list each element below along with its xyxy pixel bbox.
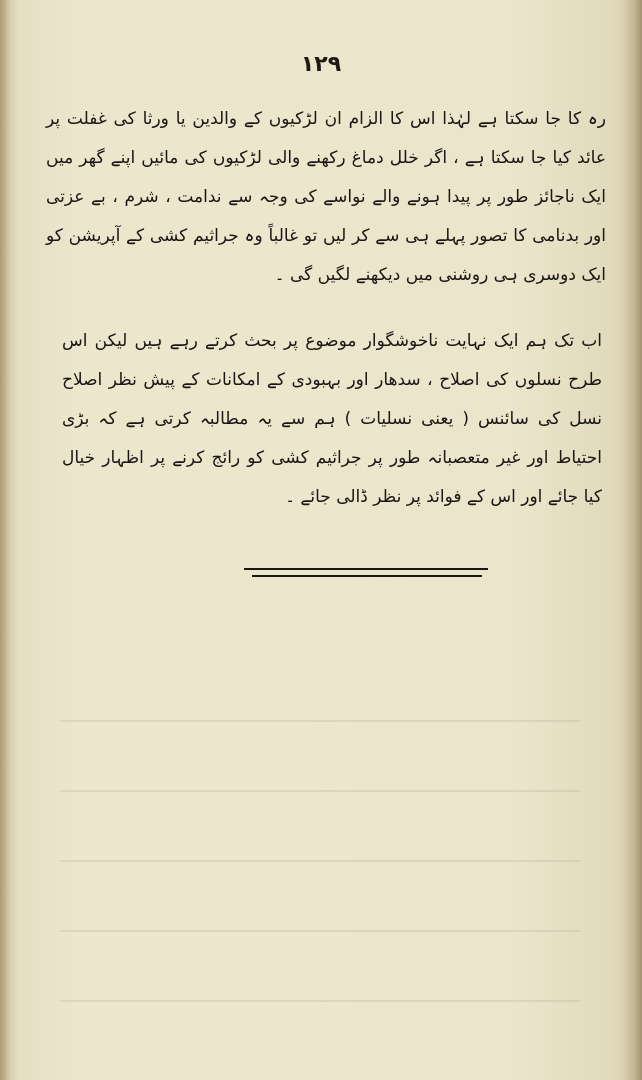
page-right-shadow <box>624 0 642 1080</box>
section-end-rule <box>244 568 488 570</box>
show-through-line <box>60 790 580 792</box>
page-number: ١٢٩ <box>300 52 342 77</box>
paragraph-2: اب تک ہم ایک نہایت ناخوشگوار موضوع پر بحث کرتے رہے ہیں لیکن اس طرح نسلوں کی اصلاح ، سدھار اور بہبودی کے امکانات کے پیش نظر اصلاح نسل کی سائنس ( یعنی نسلیات ) ہم سے یہ مطالبہ کرتی ہے کہ بڑی احتیاط اور غیر متعصبانہ طور پر جراثیم کشی کو رائج کرنے پر اظہار خیال کیا جائے اور اس کے فوائد پر نظر ڈالی جائے ۔ <box>62 331 602 507</box>
show-through-line <box>60 1000 580 1002</box>
paragraph-1: رہ کا جا سکتا ہے لہٰذا اس کا الزام ان لڑکیوں کے والدین یا ورثا کی غفلت پر عائد کیا جا سکتا ہے ، اگر خلل دماغ رکھنے والی لڑکیوں کی مائیں اپنے گھر میں ایک ناجائز طور پر پیدا ہونے والے نواسے کی وجہ سے ندامت ، شرم ، بے عزتی اور بدنامی کا تصور پہلے ہی سے کر لیں تو غالباً وہ جراثیم کشی کے آپریشن کو ایک دوسری ہی روشنی میں دیکھنے لگیں گی ۔ <box>46 109 606 285</box>
section-end-rule-lower <box>252 575 482 577</box>
show-through-line <box>60 720 580 722</box>
show-through-line <box>60 860 580 862</box>
show-through-line <box>60 930 580 932</box>
page-left-shadow <box>0 0 10 1080</box>
